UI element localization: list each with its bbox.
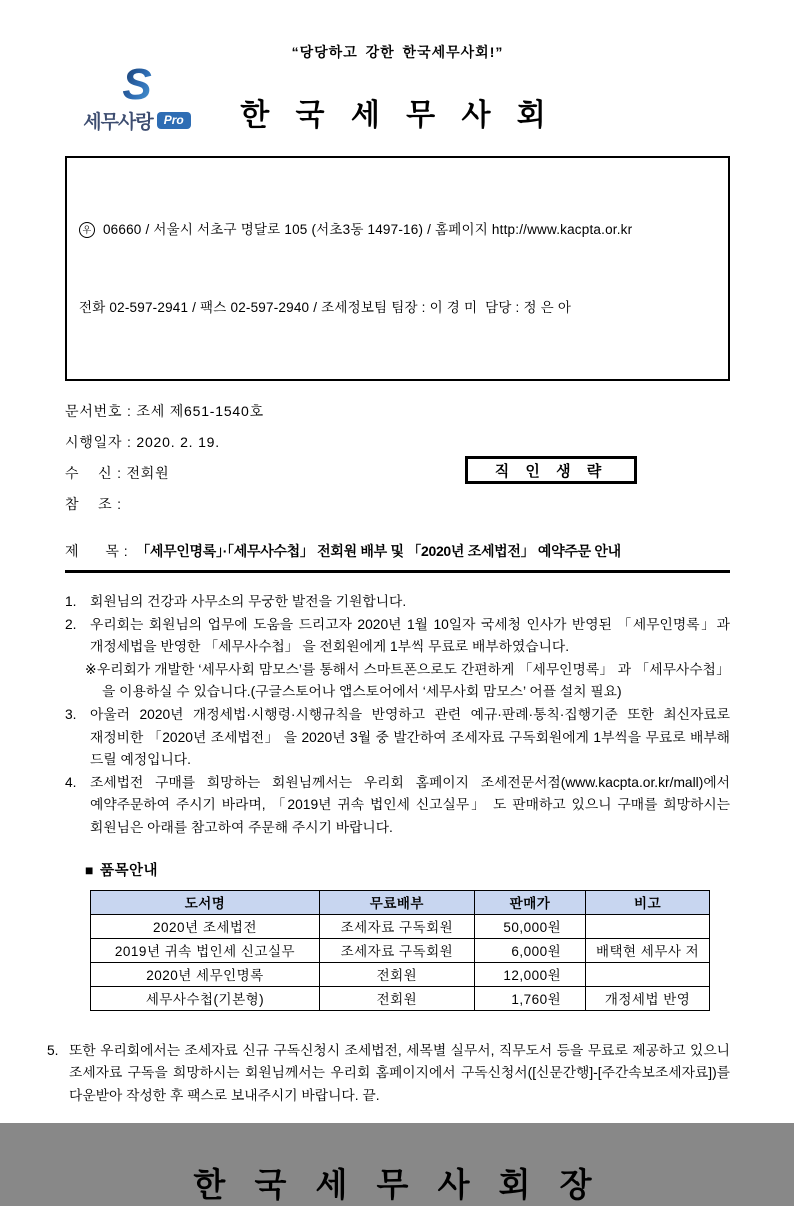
subject-text: 「세무인명록」·「세무사수첩」 전회원 배부 및 「2020년 조세법전」 예약주문 안내 xyxy=(136,543,621,559)
col-note: 비고 xyxy=(586,890,710,914)
header xyxy=(65,60,730,148)
table-row: 2020년 조세법전 조세자료 구독회원 50,000원 xyxy=(91,914,710,938)
divider-rule xyxy=(65,570,730,573)
doc-number-row: 문서번호 : 조세 제651-1540호 xyxy=(65,403,264,419)
col-free-distribution: 무료배부 xyxy=(320,890,475,914)
president-signature: 한 국 세 무 사 회 장 xyxy=(193,1166,602,1204)
org-title: 한 국 세 무 사 회 xyxy=(240,99,555,132)
semusarang-logo xyxy=(77,62,197,134)
col-price: 판매가 xyxy=(474,890,585,914)
body-item-3: 3. 아울러 2020년 개정세법·시행령·시행규칙을 반영하고 관련 예규·판례·통칙·집행기준 또한 최신자료로 재정비한 「2020년 조세법전」 을 2020년 3월 중 발간하여 조세자료 구독회원에게 1부씩을 무료로 배부해 드릴 예정입니다. xyxy=(65,706,730,768)
items-heading: ■ 품목안내 xyxy=(85,861,158,879)
doc-info xyxy=(65,396,730,520)
seal-omitted-stamp: 직 인 생 략 xyxy=(465,456,637,484)
logo-brand-text: 세무사랑 xyxy=(83,112,153,133)
doc-date-row: 시행일자 : 2020. 2. 19. xyxy=(65,434,220,450)
svg-text:S: S xyxy=(122,60,152,109)
address-line-2: 전화 02-597-2941 / 팩스 02-597-2940 / 조세정보팀 팀장 : 이 경 미 담당 : 정 은 아 xyxy=(79,300,572,315)
postal-code-icon: 우 xyxy=(79,222,95,238)
items-table xyxy=(90,890,710,1011)
body-item-5: 5. 또한 우리회에서는 조세자료 신규 구독신청시 조세법전, 세목별 실무서, 직무도서 등을 무료로 제공하고 있으니 조세자료 구독을 희망하시는 회원님께서는 우리회 홈페이지에서 구독신청서([신문간행]-[주간속보조세자료])를 다운받아 작성한 후 팩스로 보내주시기 바랍니다. 끝. xyxy=(47,1042,730,1103)
body-item-2: 2. 우리회는 회원님의 업무에 도움을 드리고자 2020년 1월 10일자 국세청 인사가 반영된 「세무인명록」과 개정세법을 반영한 「세무사수첩」 을 전회원에게 1부씩 무료로 배부하였습니다. ※우리회가 개발한 ‘세무사회 맘모스’를 통해서 스마트폰으로도 간편하게 「세무인명록」 과 「세무사수첩」 을 이용하실 수 있습니다.(구글스토어나 앱스토어에서 ‘세무사회 맘모스’ 어플 설치 필요) xyxy=(65,614,730,704)
logo-pro-badge: Pro xyxy=(157,112,191,129)
subject-label: 제 목 : xyxy=(65,543,129,559)
black-square-icon: ■ xyxy=(85,861,94,878)
doc-recipient-row: 수 신 : 전회원 xyxy=(65,465,170,481)
doc-recipient-value: 전회원 xyxy=(126,465,170,481)
body-item-2-note: ※우리회가 개발한 ‘세무사회 맘모스’를 통해서 스마트폰으로도 간편하게 「세무인명록」 과 「세무사수첩」 을 이용하실 수 있습니다.(구글스토어나 앱스토어에서 ‘세무사회 맘모스’ 어플 설치 필요) xyxy=(85,661,730,700)
body xyxy=(65,591,730,840)
table-header-row xyxy=(91,890,710,914)
doc-cc-row: 참 조 : xyxy=(65,496,127,512)
slogan: “당당하고 강한 한국세무사회!” xyxy=(291,44,504,60)
s-logo-icon xyxy=(110,60,164,109)
body-item-4: 4. 조세법전 구매를 희망하는 회원님께서는 우리회 홈페이지 조세전문서점(www.kacpta.or.kr/mall)에서 예약주문하여 주시기 바라며, 「2019년 귀속 법인세 신고실무」 도 판매하고 있으니 구매를 희망하시는 회원님은 아래를 참고하여 주문해 주시기 바랍니다. xyxy=(65,774,730,835)
subject-row xyxy=(65,541,730,561)
table-row: 세무사수첩(기본형) 전회원 1,760원 개정세법 반영 xyxy=(91,986,710,1010)
address-line-1: 우 06660 / 서울시 서초구 명달로 105 (서초3동 1497-16) / 홈페이지 http://www.kacpta.or.kr xyxy=(79,217,718,243)
body-item-1: 1. 회원님의 건강과 사무소의 무궁한 발전을 기원합니다. xyxy=(65,594,407,609)
col-book-title: 도서명 xyxy=(91,890,320,914)
table-row: 2020년 세무인명록 전회원 12,000원 xyxy=(91,962,710,986)
doc-date-value: 2020. 2. 19. xyxy=(136,434,220,450)
address-box xyxy=(65,156,730,381)
doc-number-value: 조세 제651-1540호 xyxy=(136,403,264,419)
table-row: 2019년 귀속 법인세 신고실무 조세자료 구독회원 6,000원 배택현 세무사 저 xyxy=(91,938,710,962)
